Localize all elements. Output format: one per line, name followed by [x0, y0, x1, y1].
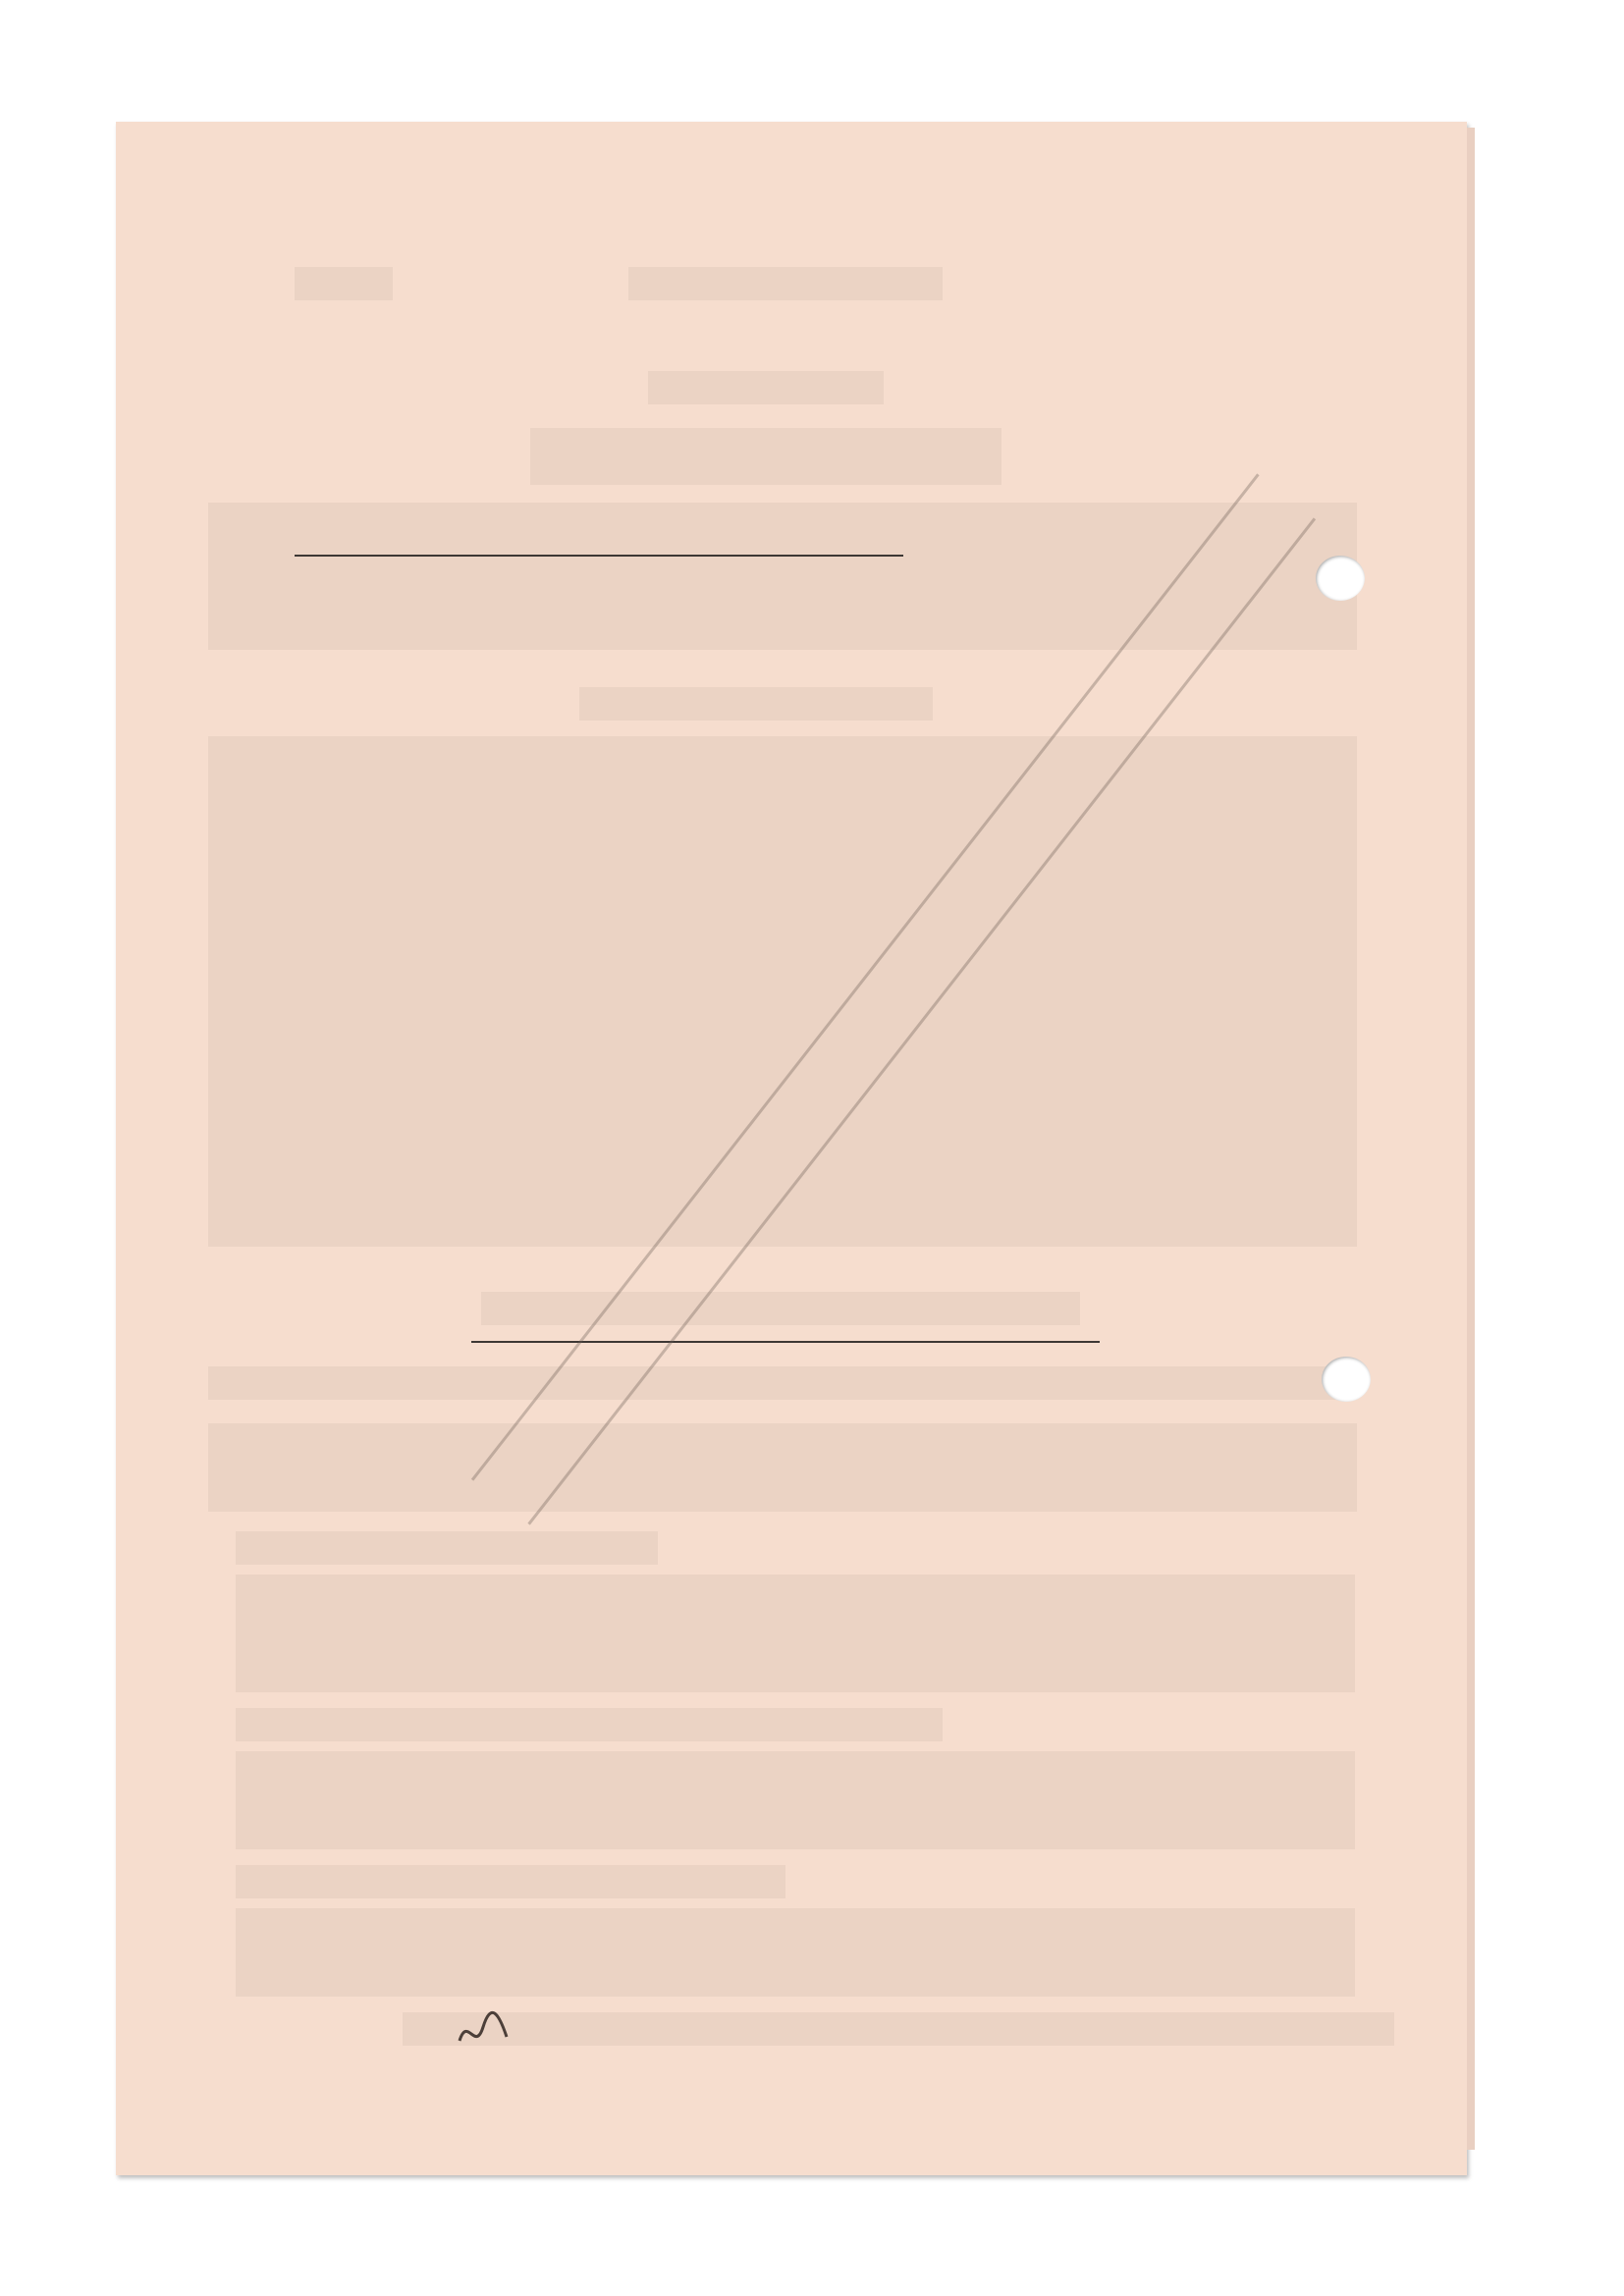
section-3-text — [236, 1908, 1355, 1997]
section-2-text — [236, 1751, 1355, 1849]
section-1-text — [236, 1575, 1355, 1692]
publication-title — [628, 267, 943, 300]
section-3-heading — [236, 1865, 785, 1898]
page-edge — [1467, 128, 1475, 2150]
ministry-title — [530, 428, 1001, 485]
royal-honorific — [208, 736, 1357, 1247]
certification-line — [403, 2012, 1394, 2046]
handwritten-signature — [454, 2007, 513, 2056]
authority-line — [648, 371, 884, 404]
act-number — [579, 687, 933, 721]
preamble-underline — [295, 555, 903, 557]
enactment-clause — [208, 1423, 1357, 1512]
punch-hole — [1322, 1357, 1371, 1402]
page-number — [295, 267, 393, 300]
preamble — [208, 503, 1357, 650]
statement-of-purpose — [208, 1366, 1357, 1400]
act-title-underline — [471, 1341, 1100, 1343]
punch-hole — [1316, 556, 1365, 601]
section-2-heading — [236, 1708, 943, 1741]
section-1-heading — [236, 1531, 658, 1565]
act-title — [481, 1292, 1080, 1325]
